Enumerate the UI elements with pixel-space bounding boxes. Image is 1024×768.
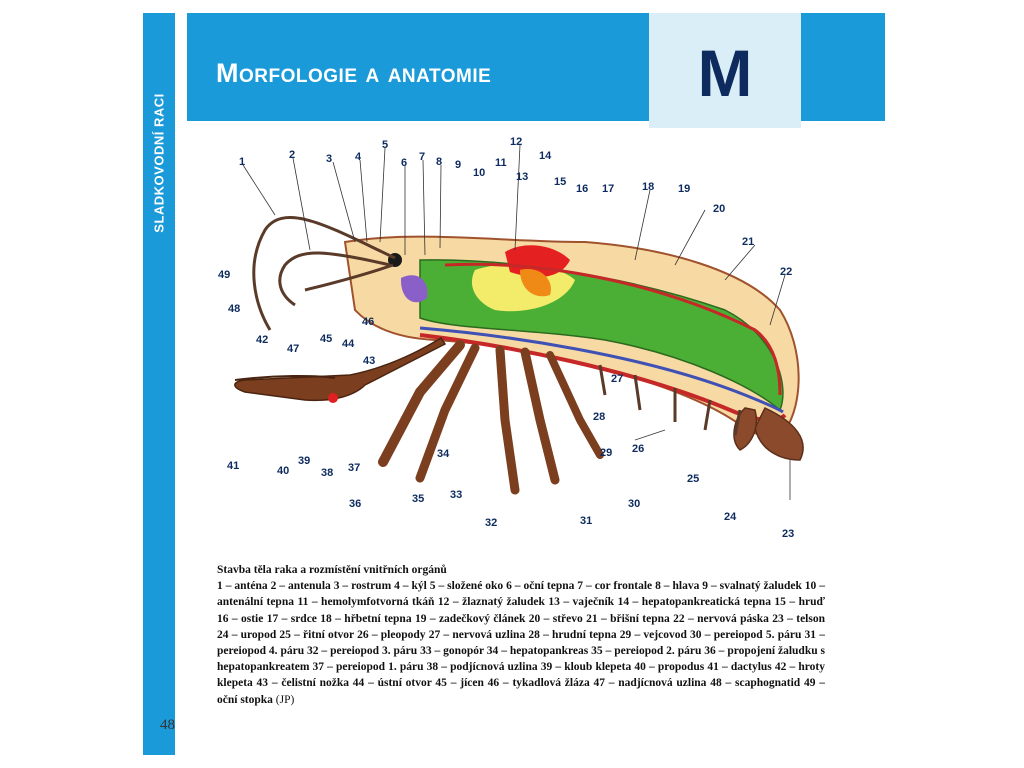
- label-5: 5: [382, 139, 389, 151]
- label-6: 6: [401, 157, 408, 169]
- label-10: 10: [473, 167, 486, 179]
- label-19: 19: [678, 183, 691, 195]
- crayfish-anatomy-diagram: [205, 130, 835, 545]
- sidebar-gap: [175, 13, 187, 755]
- label-44: 44: [342, 338, 355, 350]
- sidebar-section-label: [143, 13, 175, 313]
- label-36: 36: [349, 498, 362, 510]
- label-45: 45: [320, 333, 333, 345]
- section-letter: M: [697, 36, 753, 110]
- page-number: 48: [160, 717, 175, 733]
- page-title: Morfologie a anatomie: [216, 58, 492, 88]
- label-32: 32: [485, 517, 498, 529]
- label-37: 37: [348, 462, 361, 474]
- label-27: 27: [611, 373, 624, 385]
- label-28: 28: [593, 411, 606, 423]
- label-39: 39: [298, 455, 311, 467]
- label-22: 22: [780, 266, 793, 278]
- label-26: 26: [632, 443, 645, 455]
- caption-title: Stavba těla raka a rozmístění vnitřních orgánů: [217, 564, 447, 576]
- label-1: 1: [239, 156, 246, 168]
- label-13: 13: [516, 171, 529, 183]
- label-49: 49: [218, 269, 231, 281]
- label-31: 31: [580, 515, 593, 527]
- label-8: 8: [436, 156, 443, 168]
- label-16: 16: [576, 183, 589, 195]
- label-2: 2: [289, 149, 296, 161]
- label-21: 21: [742, 236, 755, 248]
- label-4: 4: [355, 151, 362, 163]
- label-40: 40: [277, 465, 290, 477]
- label-30: 30: [628, 498, 641, 510]
- label-15: 15: [554, 176, 567, 188]
- label-23: 23: [782, 528, 795, 540]
- label-46: 46: [362, 316, 375, 328]
- label-3: 3: [326, 153, 333, 165]
- label-42: 42: [256, 334, 269, 346]
- label-38: 38: [321, 467, 334, 479]
- label-24: 24: [724, 511, 737, 523]
- label-47: 47: [287, 343, 300, 355]
- label-18: 18: [642, 181, 655, 193]
- label-17: 17: [602, 183, 615, 195]
- label-41: 41: [227, 460, 240, 472]
- caption-text: 1 – anténa 2 – antenula 3 – rostrum 4 – kýl 5 – složené oko 6 – oční tepna 7 – cor frontale 8 – hlava 9 – svalnatý žaludek 10 – antenální tepna 11 – hemolymfotvorná tkáň 12 – žlaznatý žaludek 13 – vaječník 14 – hepatopankreatická tepna 15 – hruď 16 – ostie 17 – srdce 18 – hřbetní tepna 19 – zadečkový článek 20 – střevo 21 – břišní tepna 22 – nervová páska 23 – telson 24 – uropod 25 – řitní otvor 26 – pleopody 27 – nervová uzlina 28 – hrudní tepna 29 – vejcovod 30 – pereiopod 5. páru 31 – pereiopod 4. páru 32 – pereiopod 3. páru 33 – gonopór 34 – hepatopankreas 35 – pereiopod 2. páru 36 – propojení žaludku s hepatopankreatem 37 – pereiopod 1. páru 38 – podjícnová uzlina 39 – kloub klepeta 40 – propodus 41 – dactylus 42 – hroty klepeta 43 – čelistní nožka 44 – ústní otvor 45 – jícen 46 – tykadlová žláza 47 – nadjícnová uzlina 48 – scaphognatid 49 – oční stopka: [217, 580, 825, 706]
- label-29: 29: [600, 447, 613, 459]
- label-12: 12: [510, 136, 523, 148]
- label-48: 48: [228, 303, 241, 315]
- label-11: 11: [495, 157, 507, 169]
- label-7: 7: [419, 151, 426, 163]
- label-25: 25: [687, 473, 700, 485]
- caption-credit: (JP): [275, 693, 295, 706]
- sidebar-label-text: SLADKOVODNÍ RACI: [151, 93, 167, 233]
- label-34: 34: [437, 448, 450, 460]
- label-33: 33: [450, 489, 463, 501]
- label-9: 9: [455, 159, 462, 171]
- crayfish-illustration: [235, 218, 803, 490]
- label-20: 20: [713, 203, 726, 215]
- figure-caption: [217, 562, 825, 708]
- label-14: 14: [539, 150, 552, 162]
- label-35: 35: [412, 493, 425, 505]
- label-43: 43: [363, 355, 376, 367]
